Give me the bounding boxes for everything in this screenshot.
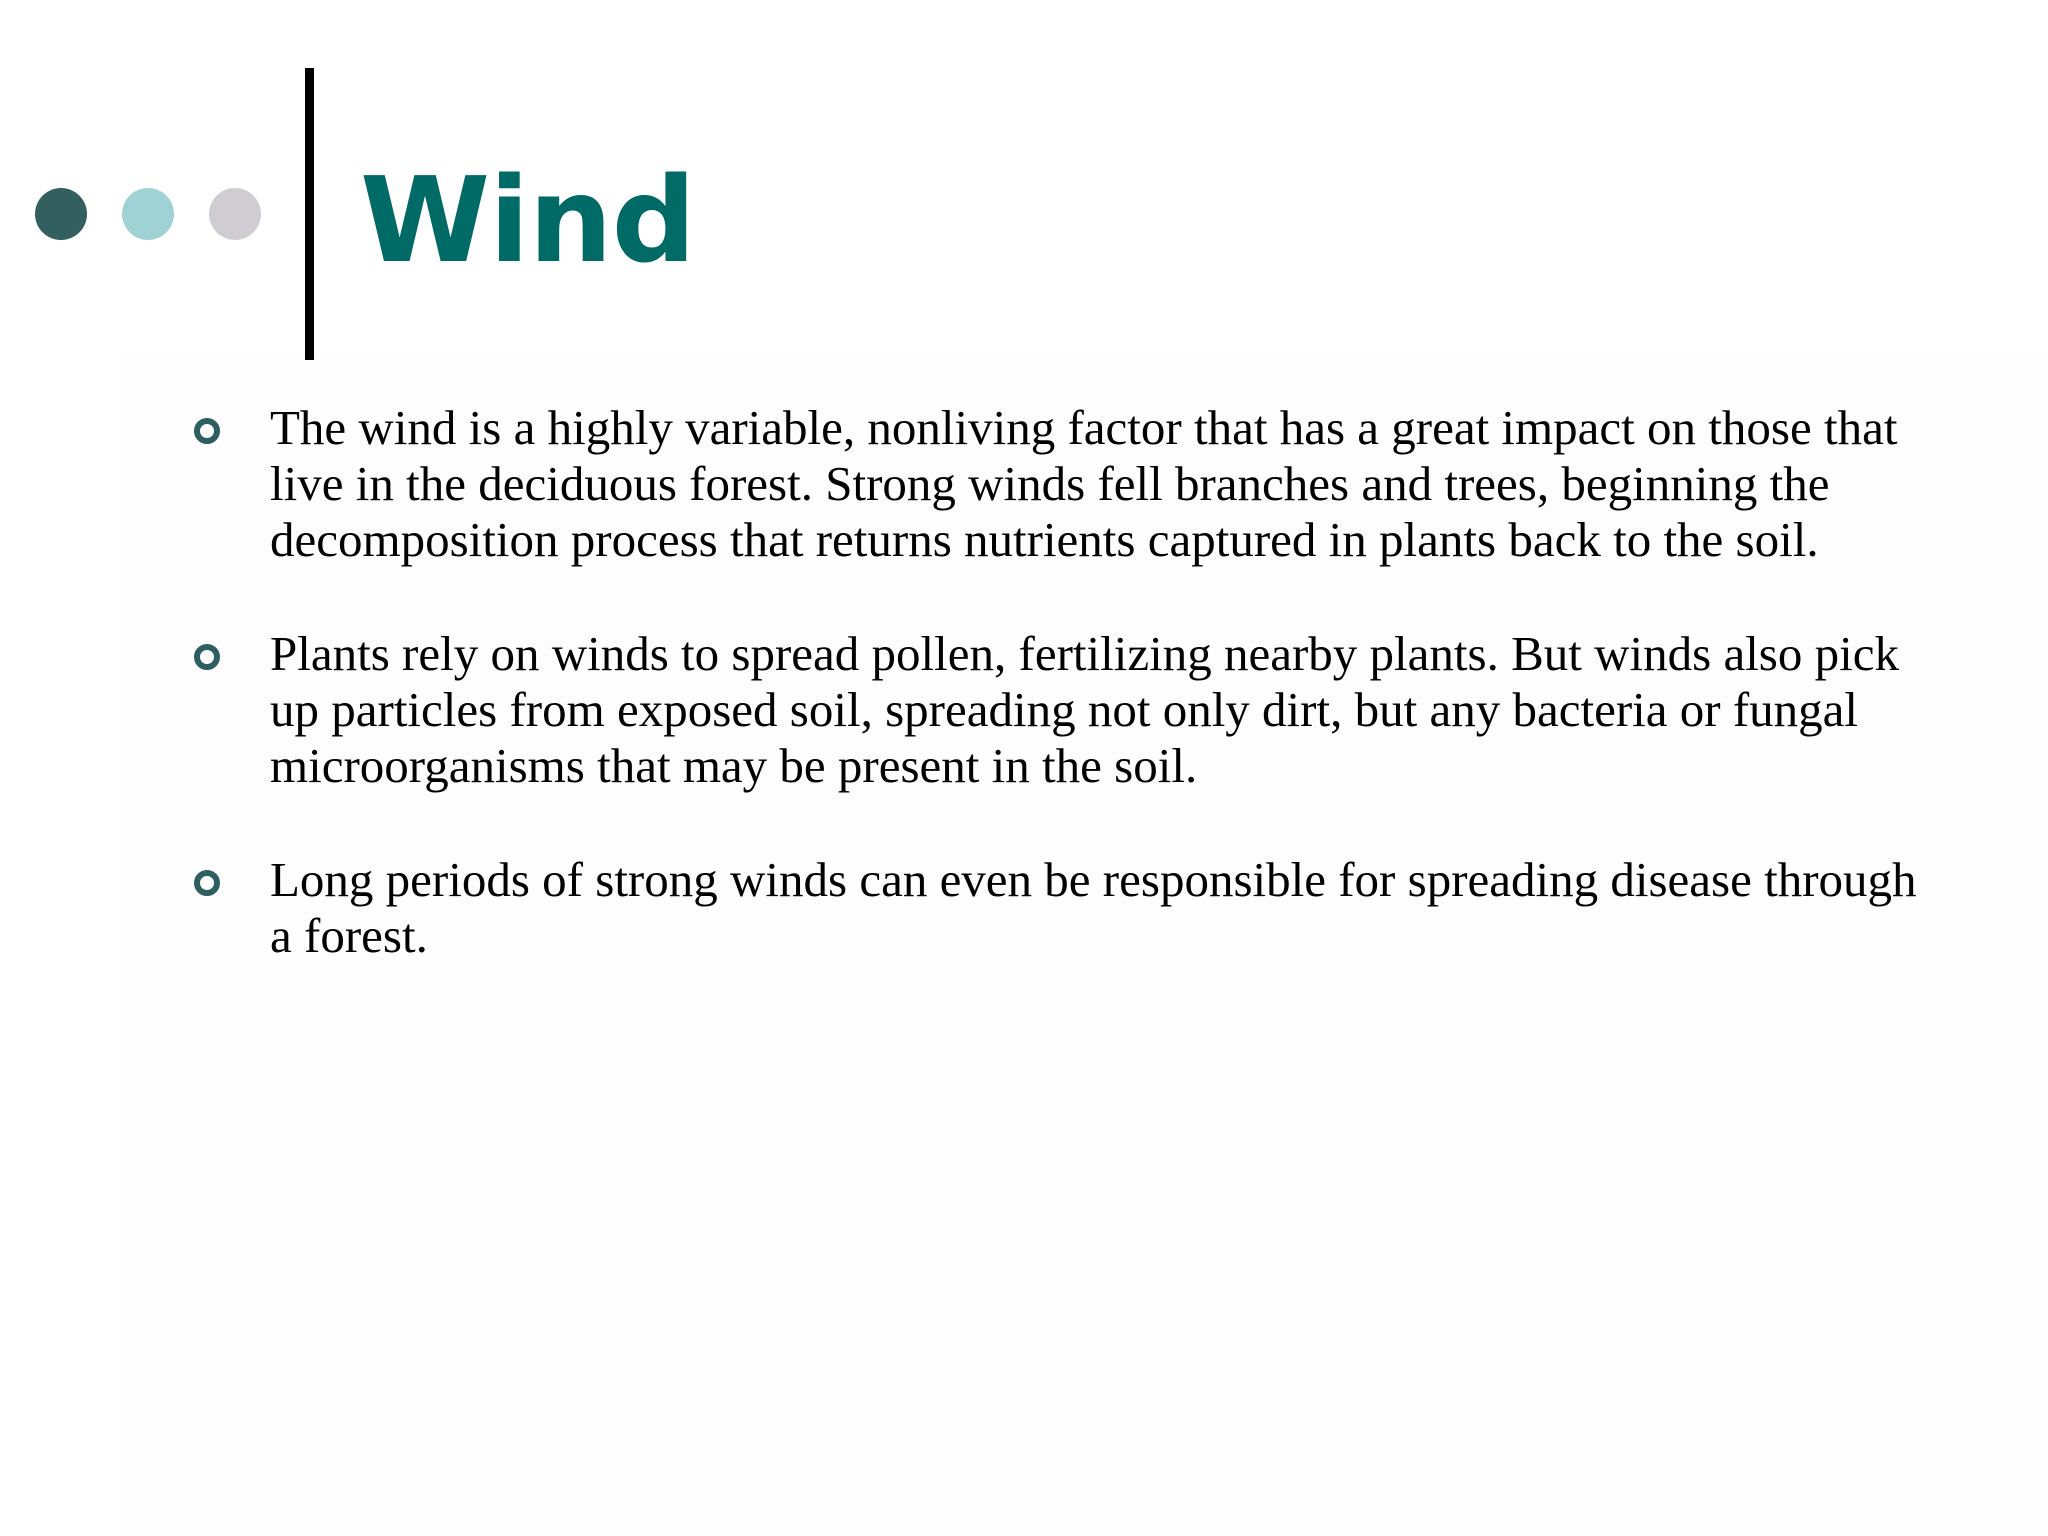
gray-dot (209, 188, 261, 240)
bullet-list (190, 400, 1950, 1022)
light-teal-dot (122, 188, 174, 240)
bullet-text: Plants rely on winds to spread pollen, fertilizing nearby plants. But winds also pick up particles from exposed soil, spreading not only dirt, but any bacteria or fungal microorganisms that may be present in the soil. (270, 626, 1899, 793)
bullet-item (190, 400, 1950, 568)
title-divider (305, 68, 314, 360)
hollow-circle-icon (194, 870, 220, 896)
hollow-circle-icon (194, 644, 220, 670)
bullet-item (190, 852, 1950, 964)
hollow-circle-icon (194, 418, 220, 444)
slide-title: Wind (360, 151, 696, 289)
bullet-text: The wind is a highly variable, nonliving factor that has a great impact on those that live in the deciduous forest. Strong winds fell branches and trees, beginning the decomposition process that returns nutrients captured in plants back to the soil. (270, 400, 1898, 567)
bullet-item (190, 626, 1950, 794)
bullet-text: Long periods of strong winds can even be responsible for spreading disease through a forest. (270, 852, 1917, 963)
dark-teal-dot (35, 188, 87, 240)
